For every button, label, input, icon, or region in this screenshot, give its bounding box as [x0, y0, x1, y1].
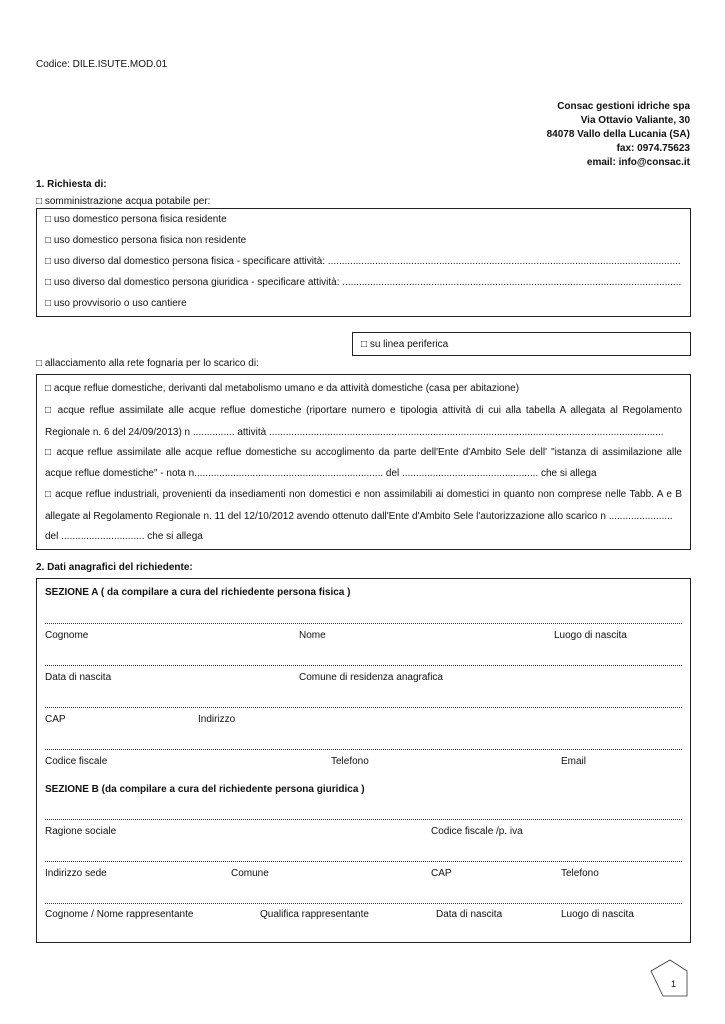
sewer-options-box: [36, 374, 691, 550]
sewer-option-assimilate[interactable]: □ acque reflue assimilate alle acque reflue domestiche (riportare numero e tipologia attività di cui alla tabella A allegata al Regolamento: [45, 405, 682, 416]
label-luogo-nascita-rapp: Luogo di nascita: [561, 909, 634, 920]
supply-option-diverso-giuridica[interactable]: □ uso diverso dal domestico persona giuridica - specificare attività: ..........................................................................................................................: [45, 277, 682, 288]
supply-option-provvisorio[interactable]: □ uso provvisorio o uso cantiere: [45, 298, 187, 309]
sewer-option-industriali-cont2: del .............................. che si allega: [45, 531, 203, 542]
section-1-title: 1. Richiesta di:: [36, 179, 107, 190]
fill-line-row5[interactable]: [45, 819, 682, 820]
sewer-option-istanza-cont: acque reflue domestiche" - nota n.................................................................... del ................................................. che si allega: [45, 468, 597, 479]
label-cap: CAP: [45, 714, 66, 725]
supply-option-non-residente[interactable]: □ uso domestico persona fisica non residente: [45, 235, 247, 246]
label-data-nascita: Data di nascita: [45, 672, 112, 683]
peripheral-option[interactable]: □ su linea periferica: [361, 339, 449, 350]
label-telefono: Telefono: [331, 756, 369, 767]
peripheral-box: [352, 332, 691, 356]
fill-line-row6[interactable]: [45, 861, 682, 862]
applicant-data-box: [36, 578, 691, 943]
fill-line-row4[interactable]: [45, 749, 682, 750]
label-cap-sede: CAP: [431, 868, 452, 879]
sewer-option-domestiche[interactable]: □ acque reflue domestiche, derivanti dal metabolismo umano e da attività domestiche (casa per abitazione): [45, 383, 520, 394]
supply-option-diverso-fisica[interactable]: □ uso diverso dal domestico persona fisica - specificare attività: ...............................................................................................................................: [45, 256, 681, 267]
label-nome: Nome: [299, 630, 326, 641]
company-email: email: info@consac.it: [586, 157, 690, 168]
form-code: Codice: DILE.ISUTE.MOD.01: [36, 59, 168, 70]
sewer-label[interactable]: □ allacciamento alla rete fognaria per lo scarico di:: [36, 358, 259, 369]
label-cognome: Cognome: [45, 630, 89, 641]
company-fax: fax: 0974.75623: [616, 143, 690, 154]
label-comune: Comune: [231, 868, 269, 879]
label-email: Email: [561, 756, 587, 767]
label-qualifica: Qualifica rappresentante: [260, 909, 369, 920]
page-badge-shape-icon: [649, 958, 691, 998]
label-indirizzo: Indirizzo: [198, 714, 236, 725]
page-number: 1: [671, 979, 677, 989]
label-rappresentante: Cognome / Nome rappresentante: [45, 909, 194, 920]
label-luogo-nascita: Luogo di nascita: [554, 630, 627, 641]
sewer-option-istanza[interactable]: □ acque reflue assimilate alle acque reflue domestiche su accoglimento da parte dell'Ente d'Ambito Sele dell' "istanza di assimilazione alle: [45, 447, 682, 458]
fill-line-row2[interactable]: [45, 665, 682, 666]
supply-option-residente[interactable]: □ uso domestico persona fisica residente: [45, 214, 227, 225]
company-city: 84078 Vallo della Lucania (SA): [546, 129, 690, 140]
label-telefono-sede: Telefono: [561, 868, 599, 879]
company-name: Consac gestioni idriche spa: [557, 101, 690, 112]
section-2-title: 2. Dati anagrafici del richiedente:: [36, 562, 193, 573]
supply-label[interactable]: □ somministrazione acqua potabile per:: [36, 196, 211, 207]
label-data-nascita-rapp: Data di nascita: [436, 909, 503, 920]
sewer-option-industriali[interactable]: □ acque reflue industriali, provenienti da insediamenti non domestici e non assimilabili ai domestici in quanto non comprese nelle Tabb. A e B: [45, 489, 682, 500]
sezione-a-title: SEZIONE A ( da compilare a cura del richiedente persona fisica ): [45, 587, 351, 598]
sewer-option-assimilate-cont: Regionale n. 6 del 24/09/2013) n ............... attività ..............................................................................................................................................: [45, 427, 664, 438]
label-comune-residenza: Comune di residenza anagrafica: [299, 672, 443, 683]
fill-line-row3[interactable]: [45, 707, 682, 708]
sezione-b-title: SEZIONE B (da compilare a cura del richiedente persona giuridica ): [45, 784, 365, 795]
label-indirizzo-sede: Indirizzo sede: [45, 868, 107, 879]
page-number-badge: [649, 958, 691, 998]
supply-options-box: [36, 208, 691, 317]
label-codice-fiscale: Codice fiscale: [45, 756, 108, 767]
fill-line-row1[interactable]: [45, 623, 682, 624]
sewer-option-industriali-cont: allegate al Regolamento Regionale n. 11 del 12/10/2012 avendo ottenuto dall'Ente d'Ambito Sele l'autorizzazione allo scarico n .......................: [45, 511, 673, 522]
company-street: Via Ottavio Valiante, 30: [580, 115, 690, 126]
label-codice-fiscale-piva: Codice fiscale /p. iva: [431, 826, 523, 837]
fill-line-row7[interactable]: [45, 903, 682, 904]
label-ragione-sociale: Ragione sociale: [45, 826, 117, 837]
